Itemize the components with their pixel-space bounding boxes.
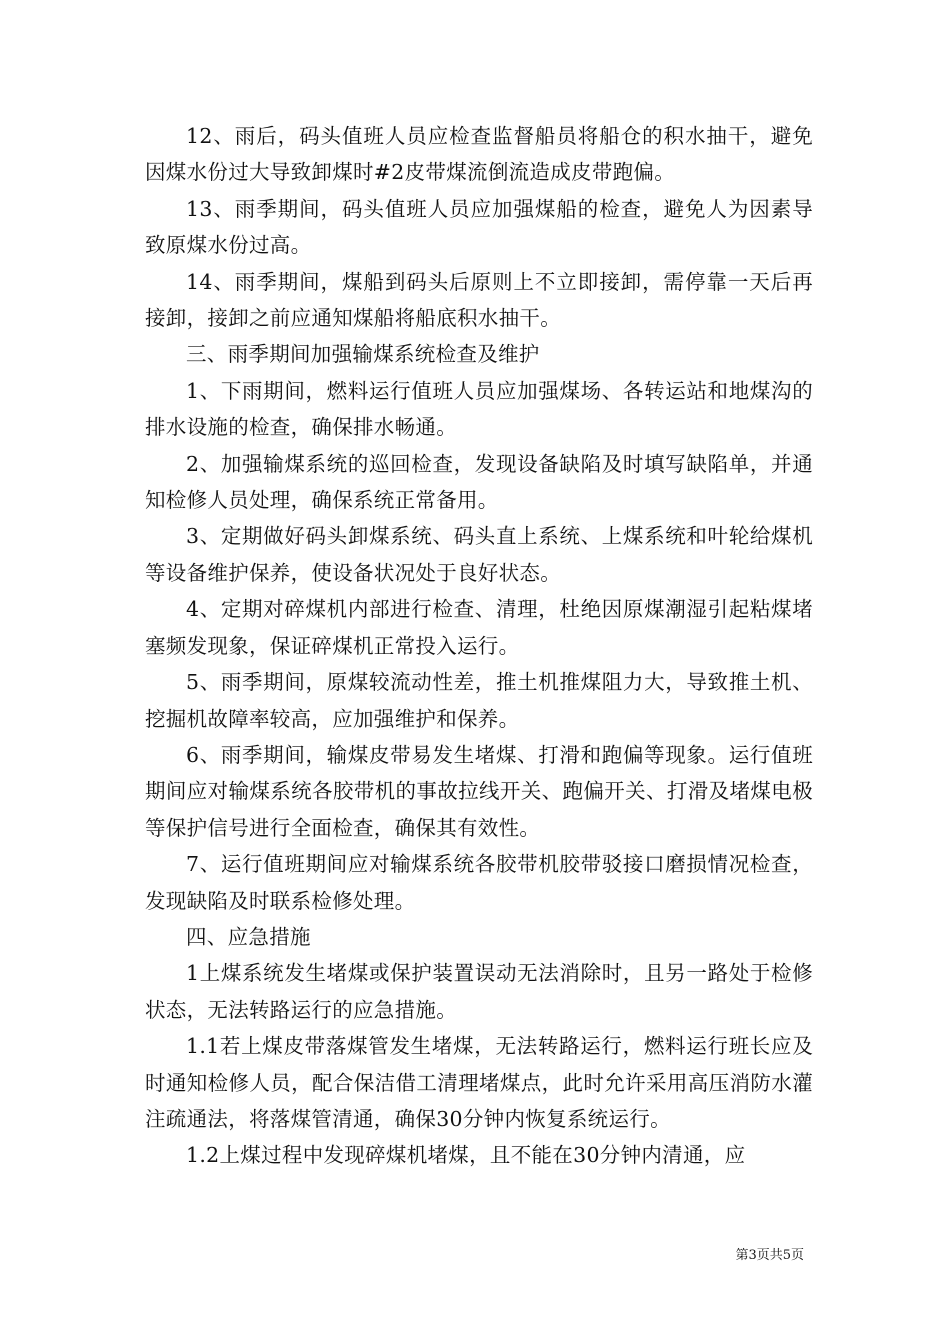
paragraph-14: 14、雨季期间，煤船到码头后原则上不立即接卸，需停靠一天后再接卸，接卸之前应通知煤船将船底积水抽干。 — [145, 269, 813, 331]
paragraph-3-1: 1、下雨期间，燃料运行值班人员应加强煤场、各转运站和地煤沟的排水设施的检查，确保排水畅通。 — [145, 378, 813, 440]
page-number: 第3页共5页 — [735, 1248, 804, 1263]
paragraph-3-2: 2、加强输煤系统的巡回检查，发现设备缺陷及时填写缺陷单，并通知检修人员处理，确保系统正常备用。 — [145, 451, 813, 513]
section-heading-4: 四、应急措施 — [186, 924, 311, 949]
paragraph-13: 13、雨季期间，码头值班人员应加强煤船的检查，避免人为因素导致原煤水份过高。 — [145, 196, 813, 258]
paragraph-3-3: 3、定期做好码头卸煤系统、码头直上系统、上煤系统和叶轮给煤机等设备维护保养，使设备状况处于良好状态。 — [145, 524, 813, 585]
paragraph-3-5: 5、雨季期间，原煤较流动性差，推土机推煤阻力大，导致推土机、挖掘机故障率较高，应加强维护和保养。 — [145, 670, 813, 731]
section-heading-3: 三、雨季期间加强输煤系统检查及维护 — [186, 342, 540, 367]
paragraph-12: 12、雨后，码头值班人员应检查监督船员将船仓的积水抽干，避免因煤水份过大导致卸煤时#2皮带煤流倒流造成皮带跑偏。 — [145, 124, 813, 185]
paragraph-4-1-2: 1.2上煤过程中发现碎煤机堵煤，且不能在30分钟内清通，应 — [186, 1143, 746, 1168]
paragraph-4-1-1: 1.1若上煤皮带落煤管发生堵煤，无法转路运行，燃料运行班长应及时通知检修人员，配合保洁借工清理堵煤点，此时允许采用高压消防水灌注疏通法，将落煤管清通，确保30分钟内恢复系统运行。 — [145, 1034, 813, 1131]
paragraph-3-4: 4、定期对碎煤机内部进行检查、清理，杜绝因原煤潮湿引起粘煤堵塞频发现象，保证碎煤机正常投入运行。 — [145, 597, 813, 658]
paragraph-3-6: 6、雨季期间，输煤皮带易发生堵煤、打滑和跑偏等现象。运行值班期间应对输煤系统各胶带机的事故拉线开关、跑偏开关、打滑及堵煤电极等保护信号进行全面检查，确保其有效性。 — [145, 742, 813, 840]
paragraph-3-7: 7、运行值班期间应对输煤系统各胶带机胶带驳接口磨损情况检查，发现缺陷及时联系检修处理。 — [145, 852, 813, 913]
paragraph-4-1: 1上煤系统发生堵煤或保护装置误动无法消除时，且另一路处于检修状态，无法转路运行的应急措施。 — [145, 961, 813, 1022]
document-body — [145, 118, 813, 1174]
